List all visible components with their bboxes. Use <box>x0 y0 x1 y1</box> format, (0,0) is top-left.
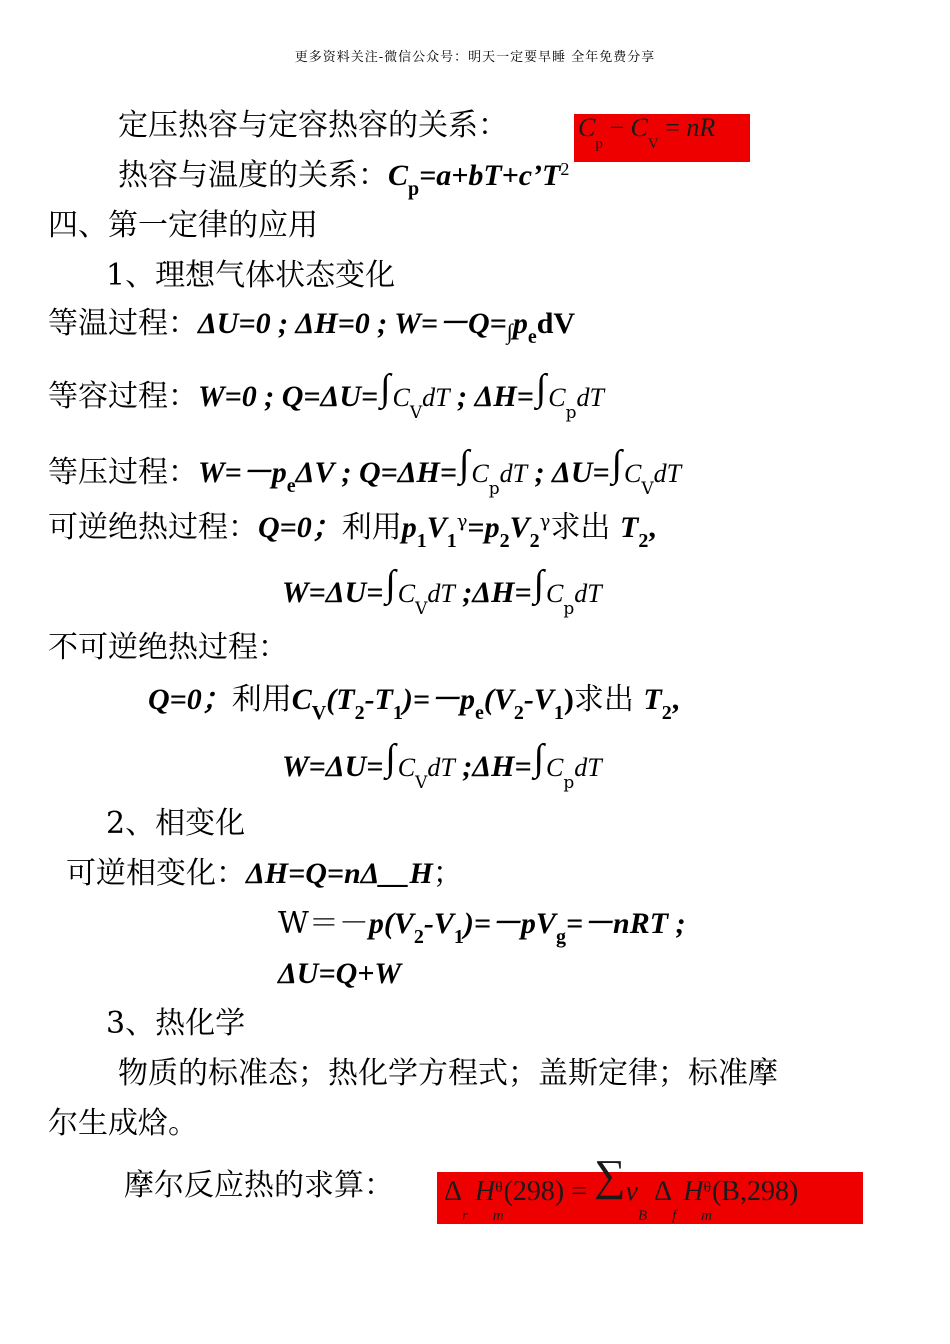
subheading-3: 3、热化学 <box>106 1006 246 1041</box>
isothermal-line: 等温过程：ΔU=0 ; ΔH=0 ; $W=-Q=_\int p_edV$ <box>48 306 576 348</box>
page-header: 更多资料关注-微信公众号：明天一定要早睡 全年免费分享 <box>294 50 656 65</box>
isochoric-label: 等容过程： <box>48 379 198 414</box>
cp-cv-relation-label: 定压热容与定容热容的关系： <box>118 108 508 143</box>
reversible-phase-label: 可逆相变化： <box>66 856 246 891</box>
thermochemistry-topics-line-1: 物质的标准态；热化学方程式；盖斯定律；标准摩 <box>118 1056 778 1091</box>
isobaric-label: 等压过程： <box>48 455 198 490</box>
heat-capacity-temperature-line: 热容与温度的关系：$C_p=a+bT+c’T^2$ <box>118 158 570 200</box>
cp-cv-formula: $C_p - C_V$ = nR <box>578 113 716 152</box>
irreversible-adiabatic-label: 不可逆绝热过程： <box>48 630 288 665</box>
reversible-adiabatic-label: 可逆绝热过程： <box>48 510 258 545</box>
reversible-adiabatic-line: 可逆绝热过程：Q=0；利用$p_1V_1^\gamma=p_2V_2^\gamma$求出 $T_2$, <box>48 510 656 552</box>
subheading-1: 1、理想气体状态变化 <box>106 258 396 293</box>
isobaric-line: 等压过程：$W=-p_e\Delta V$ ; $Q=\Delta H=\int C_pdT$ ; $\Delta U=\int C_VdT$ <box>48 443 682 499</box>
molar-reaction-heat-label: 摩尔反应热的求算： <box>124 1168 394 1203</box>
heat-capacity-temperature-label: 热容与温度的关系： <box>118 158 388 193</box>
irreversible-adiabatic-line: Q=0；利用$C_V(T_2-T_1)=-p_e(V_2-V_1)$求出 $T_2$, <box>148 682 680 724</box>
molar-reaction-heat-formula: $\Delta_r$ $H^\theta_m(298) = \sum\nu_B$ $\Delta_f$ $H^\theta_m(B,298)$ <box>444 1151 799 1224</box>
isochoric-line: 等容过程：W=0 ; $Q=\Delta U=\int C_VdT$ ; $\Delta H=\int C_pdT$ <box>48 367 604 423</box>
subheading-2: 2、相变化 <box>106 806 246 841</box>
isothermal-label: 等温过程： <box>48 306 198 341</box>
reversible-phase-work: $W=-p(V_2-V_1)=-pV_g=-nRT$ ; <box>278 906 686 948</box>
irreversible-adiabatic-work: $W=\Delta U=\int C_VdT$ $;\Delta H=\int C_pdT$ <box>282 737 602 793</box>
reversible-phase-energy: ΔU=Q+W <box>278 957 402 990</box>
reversible-phase-line: 可逆相变化：ΔH=Q=nΔ__H； <box>66 856 463 891</box>
section-heading-4: 四、第一定律的应用 <box>48 208 318 243</box>
thermochemistry-topics-line-2: 尔生成焓。 <box>48 1106 198 1141</box>
reversible-adiabatic-work: $W=\Delta U=\int C_VdT$ $;\Delta H=\int C_pdT$ <box>282 563 602 619</box>
